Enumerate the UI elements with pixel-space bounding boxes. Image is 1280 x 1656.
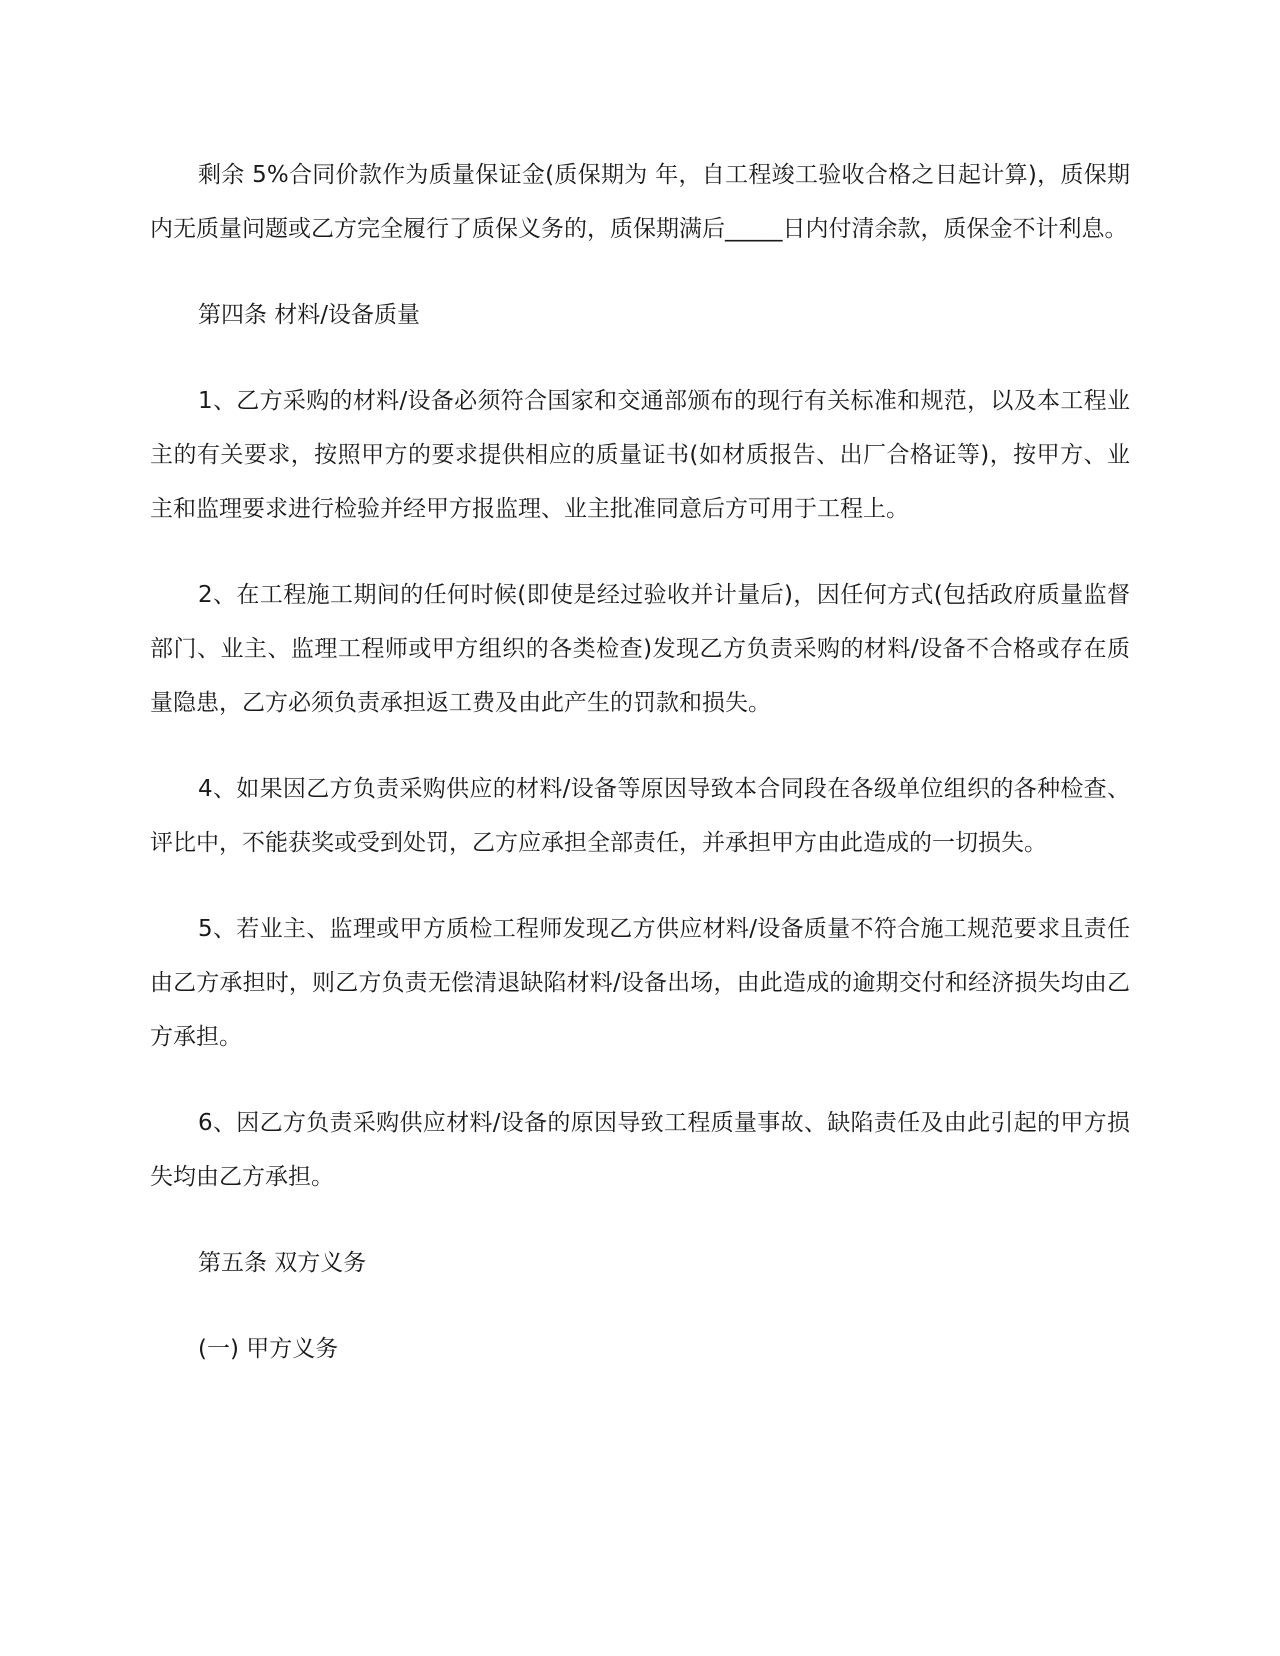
paragraph-clause-4: 4、如果因乙方负责采购供应的材料/设备等原因导致本合同段在各级单位组织的各种检查、评比中，不能获奖或受到处罚，乙方应承担全部责任，并承担甲方由此造成的一切损失。 — [150, 776, 1130, 856]
document-page — [150, 148, 1130, 1408]
subsection-heading-party-a: (一) 甲方义务 — [198, 1336, 339, 1362]
paragraph-clause-2: 2、在工程施工期间的任何时候(即使是经过验收并计量后)，因任何方式(包括政府质量监督部门、业主、监理工程师或甲方组织的各类检查)发现乙方负责采购的材料/设备不合格或存在质量隐患，乙方必须负责承担返工费及由此产生的罚款和损失。 — [150, 582, 1130, 716]
paragraph-clause-1: 1、乙方采购的材料/设备必须符合国家和交通部颁布的现行有关标准和规范，以及本工程业主的有关要求，按照甲方的要求提供相应的质量证书(如材质报告、出厂合格证等)，按甲方、业主和监理要求进行检验并经甲方报监理、业主批准同意后方可用于工程上。 — [150, 388, 1130, 522]
section-heading-article-5: 第五条 双方义务 — [198, 1250, 367, 1276]
section-heading-article-4: 第四条 材料/设备质量 — [198, 302, 421, 328]
paragraph-clause-5: 5、若业主、监理或甲方质检工程师发现乙方供应材料/设备质量不符合施工规范要求且责任由乙方承担时，则乙方负责无偿清退缺陷材料/设备出场，由此造成的逾期交付和经济损失均由乙方承担。 — [150, 916, 1130, 1050]
paragraph-quality-deposit: 剩余 5%合同价款作为质量保证金(质保期为 年，自工程竣工验收合格之日起计算)，质保期内无质量问题或乙方完全履行了质保义务的，质保期满后_____日内付清余款，质保金不计利息。 — [150, 162, 1130, 242]
paragraph-clause-6: 6、因乙方负责采购供应材料/设备的原因导致工程质量事故、缺陷责任及由此引起的甲方损失均由乙方承担。 — [150, 1110, 1130, 1190]
